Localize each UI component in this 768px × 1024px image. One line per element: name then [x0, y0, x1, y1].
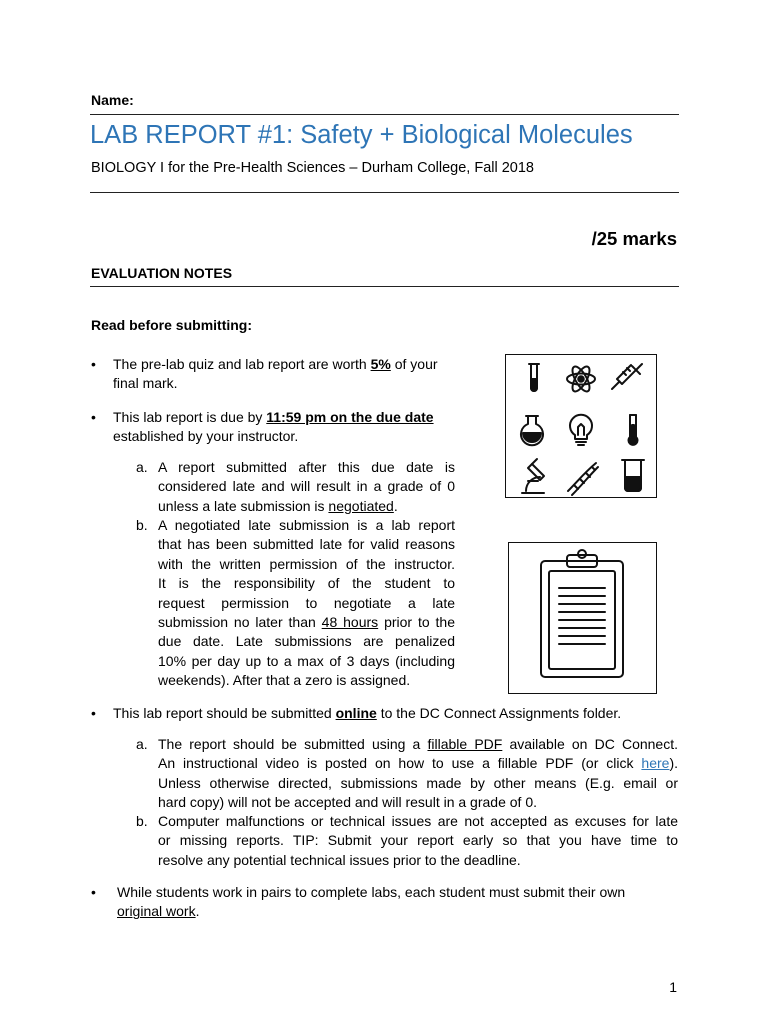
name-label: Name: [91, 92, 134, 108]
bullet-quiz-worth: The pre-lab quiz and lab report are worth 5% of your final mark. [113, 356, 438, 392]
test-tube-icon [529, 364, 539, 391]
thermometer-icon [629, 415, 638, 445]
beaker-icon [622, 460, 644, 491]
section-divider [90, 286, 679, 287]
page-title: LAB REPORT #1: Safety + Biological Molecules [90, 121, 633, 149]
syringe-icon [612, 364, 642, 389]
flask-icon [521, 416, 543, 445]
header-divider [90, 192, 679, 193]
atom-icon [567, 364, 595, 394]
name-underline [90, 114, 679, 115]
sublist-marker: b. [136, 813, 148, 829]
clipboard-panel [508, 542, 657, 694]
bullet-due-date: This lab report is due by 11:59 pm on the due date established by your instructor. [113, 409, 434, 445]
late-submission-item: A report submitted after this due date is considered late and will result in a grade of 0 unless a late submission is negotiated. [158, 459, 455, 514]
negotiated-submission-item: A negotiated late submission is a lab report that has been submitted late for valid reasons with the written permission of the instructor. It is the responsibility of the student to request permission to negotiate a late submission no later than 48 hours prior to the due date. Late submissions are penalized 10% per day up to a max of 3 days (including weekends). After that a zero is assigned. [158, 517, 456, 689]
bullet-marker: • [91, 356, 96, 372]
course-subtitle: BIOLOGY I for the Pre-Health Sciences – Durham College, Fall 2018 [91, 160, 535, 176]
fillable-pdf-item: The report should be submitted using a fillable PDF available on DC Connect. An instructional video is posted on how to use a fillable PDF (or click here). Unless otherwise directed, submissions made by other means (E.g. email or hard copy) will not be accepted and will result in a grade of 0. [158, 736, 678, 811]
page-number: 1 [669, 979, 677, 995]
bullet-marker: • [91, 884, 96, 900]
bullet-marker: • [91, 705, 96, 721]
dna-icon [568, 463, 598, 495]
technical-issues-item: Computer malfunctions or technical issues are not accepted as excuses for late or missing reports. TIP: Submit your report early so that you have time to resolve any potential technical issues prior to the deadline. [158, 813, 678, 868]
bullet-original-work: While students work in pairs to complete labs, each student must submit their own original work. [117, 884, 626, 920]
sublist-marker: b. [136, 517, 148, 533]
sublist-marker: a. [136, 459, 148, 475]
light-bulb-icon [570, 415, 592, 445]
microscope-icon [522, 459, 544, 493]
total-marks: /25 marks [591, 228, 677, 249]
read-before-heading: Read before submitting: [91, 317, 253, 333]
sublist-marker: a. [136, 736, 148, 752]
bullet-marker: • [91, 409, 96, 425]
science-icons-panel [505, 354, 657, 498]
bullet-submit-online: This lab report should be submitted online to the DC Connect Assignments folder. [113, 705, 622, 721]
section-heading: EVALUATION NOTES [91, 265, 233, 281]
clipboard-icon [509, 543, 656, 693]
here-link[interactable]: here [641, 755, 670, 772]
